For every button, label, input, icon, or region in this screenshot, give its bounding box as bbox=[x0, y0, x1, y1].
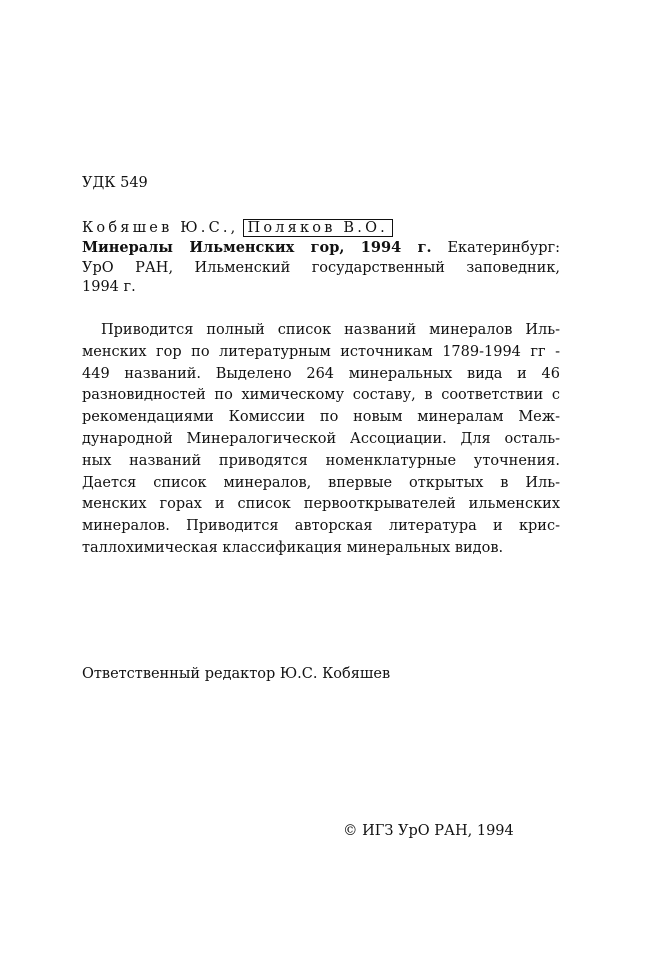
abstract-line: менских гор по литературным источникам 1789-1994 гг - bbox=[82, 343, 560, 360]
authors bbox=[82, 217, 393, 239]
abstract-line: 449 названий. Выделено 264 минеральных вида и 46 bbox=[82, 365, 560, 382]
citation-place: Екатеринбург: bbox=[447, 240, 560, 256]
citation-line-1 bbox=[82, 238, 560, 258]
copyright: © ИГЗ УрО РАН, 1994 bbox=[343, 823, 514, 839]
udk-code: УДК 549 bbox=[82, 175, 148, 191]
abstract-line: Дается список минералов, впервые открытых в Иль- bbox=[82, 474, 560, 491]
abstract-line: дународной Минералогической Ассоциации. Для осталь- bbox=[82, 431, 560, 447]
responsible-editor: Ответственный редактор Ю.С. Кобяшев bbox=[82, 666, 391, 682]
abstract-line: менских горах и список первооткрывателей ильменских bbox=[82, 496, 560, 513]
abstract-line: ных названий приводятся номенклатурные уточнения. bbox=[82, 452, 560, 469]
abstract-line: таллохимическая классификация минеральных видов. bbox=[82, 540, 504, 556]
author-second-boxed: Поляков В.О. bbox=[243, 219, 393, 237]
abstract-line: Приводится полный список названий минералов Иль- bbox=[101, 322, 560, 338]
author-first: Кобяшев Ю.С., bbox=[82, 220, 239, 236]
abstract-line: разновидностей по химическому составу, в соответствии с bbox=[82, 387, 560, 404]
abstract-line: минералов. Приводится авторская литература и крис- bbox=[82, 518, 560, 535]
citation-line-3: 1994 г. bbox=[82, 279, 136, 295]
citation-line-2: УрО РАН, Ильменский государственный заповедник, bbox=[82, 260, 560, 276]
abstract-line: рекомендациями Комиссии по новым минералам Меж- bbox=[82, 409, 560, 426]
book-title: Минералы Ильменских гор, 1994 г. bbox=[82, 239, 432, 256]
